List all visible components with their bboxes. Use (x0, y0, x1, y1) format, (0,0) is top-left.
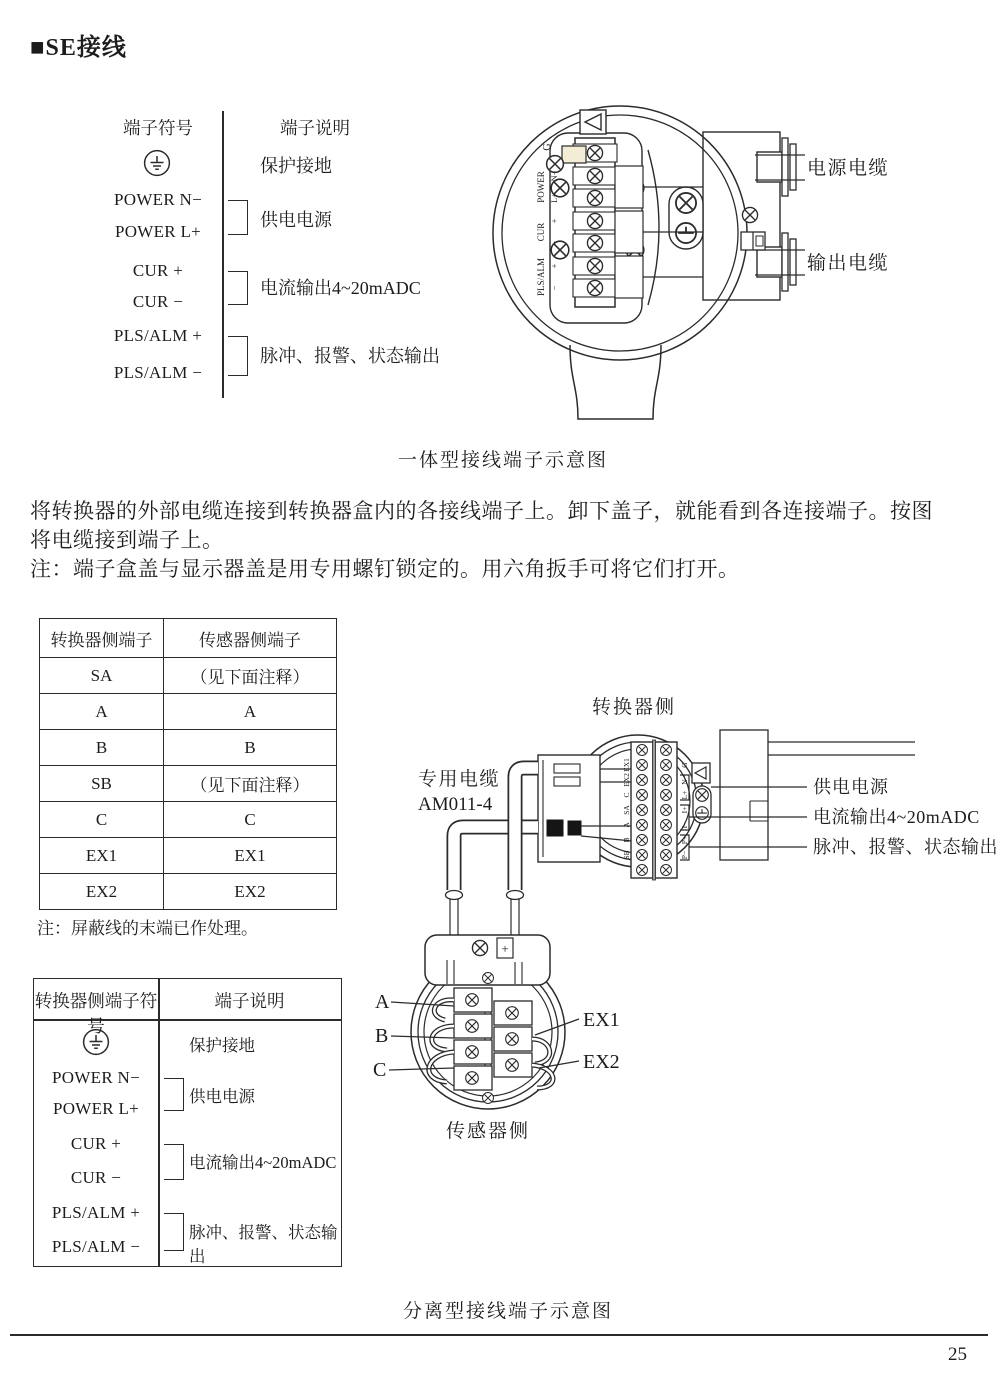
sensor-label: EX1 (583, 1009, 620, 1031)
paragraph-line: 将电缆接到端子上。 (30, 528, 224, 552)
body-paragraph (30, 497, 975, 584)
fig1-terminal-label: PLS/ALM − (113, 363, 203, 382)
sensor-side-title: 传感器侧 (445, 1121, 531, 1142)
strip-top-label: G (542, 143, 553, 151)
fig1-neck (570, 345, 661, 419)
converter-pin-label: SB (622, 850, 631, 860)
strip-pin-label: − (549, 240, 559, 246)
pair-bracket (228, 271, 248, 305)
triangle-marker-icon (580, 110, 606, 134)
tt-desc: 保护接地 (189, 1036, 255, 1055)
converter-pin-label: SA (622, 805, 631, 815)
fig1-center-screws (669, 187, 703, 249)
converter-pin-label: L+ (680, 790, 689, 800)
converter-pin-label: EX1 (622, 758, 631, 772)
pair-bracket (164, 1144, 184, 1180)
fig1-legend-divider (222, 111, 224, 398)
power-cable-label: 电源电缆 (807, 158, 890, 179)
map-cell: B (40, 730, 164, 766)
fig1-terminal-label: CUR + (132, 261, 184, 280)
map-cell: C (164, 802, 337, 838)
fig1-terminal-label: CUR − (132, 292, 184, 311)
mapping-table-note: 注：屏蔽线的末端已作处理。 (37, 919, 258, 938)
strip-pin-label: + (549, 263, 559, 269)
map-cell: （见下面注释） (164, 766, 337, 802)
fig1-desc: 保护接地 (260, 156, 332, 176)
map-cell: EX2 (40, 874, 164, 910)
map-cell: A (40, 694, 164, 730)
tt-desc: 供电电源 (189, 1087, 255, 1106)
fig1-terminal-label: POWER L+ (114, 222, 202, 241)
output-label: 电流输出4~20mADC (813, 807, 980, 827)
map-cell: C (40, 802, 164, 838)
ground-symbol-icon (142, 148, 172, 178)
tt-desc: 脉冲、报警、状态输出 (189, 1223, 338, 1266)
sensor-label: C (373, 1059, 387, 1081)
converter-pin-label: I+ (680, 806, 689, 814)
tt-desc-header: 端子说明 (214, 991, 285, 1011)
map-cell: EX1 (40, 838, 164, 874)
pair-bracket (228, 200, 248, 235)
fig1-side-housing (703, 132, 805, 300)
tt-terminal-label: POWER L+ (52, 1099, 140, 1118)
converter-pin-label: A (622, 822, 631, 828)
map-cell: SB (40, 766, 164, 802)
strip-group-label: PLS/ALM (536, 257, 546, 297)
converter-pin-label: P− (680, 850, 689, 860)
sensor-terminal-block (454, 973, 532, 1104)
output-cable-label: 输出电缆 (807, 253, 890, 274)
strip-pin-label: + (549, 218, 559, 224)
pair-bracket (164, 1078, 184, 1111)
map-cell: EX1 (164, 838, 337, 874)
pair-bracket (164, 1213, 184, 1251)
map-cell: B (164, 730, 337, 766)
fig2-separated-diagram (355, 690, 998, 1150)
sensor-label: B (375, 1025, 389, 1047)
fig1-symbol-header: 端子符号 (123, 118, 193, 138)
fig1-integrated-diagram (455, 95, 998, 430)
tt-terminal-label: CUR + (70, 1134, 122, 1153)
map-cell: A (164, 694, 337, 730)
strip-pin-label: − (549, 285, 559, 291)
page-title: ■SE接线 (30, 35, 127, 61)
tt-terminal-label: PLS/ALM + (51, 1203, 141, 1222)
tt-terminal-label: POWER N− (51, 1068, 140, 1087)
fig1-desc: 电流输出4~20mADC (260, 278, 421, 298)
strip-pin-label: L+ (549, 193, 559, 203)
footer-rule (10, 1334, 988, 1336)
converter-terminal-strips (631, 740, 677, 880)
map-cell: SA (40, 658, 164, 694)
cable-gland (757, 152, 782, 182)
tt-symbol-header: 转换器侧端子符号 (34, 991, 158, 1036)
converter-side-title: 转换器侧 (591, 697, 677, 718)
sensor-label: A (375, 991, 390, 1013)
cable-gland (757, 247, 782, 277)
fig1-terminal-label: PLS/ALM + (113, 326, 203, 345)
dedicated-cable-label: 专用电缆 (418, 769, 501, 790)
ground-symbol-icon (81, 1027, 111, 1057)
dedicated-cable-connector (538, 755, 632, 862)
output-label: 供电电源 (813, 777, 889, 797)
map-col-header: 传感器侧端子 (164, 619, 337, 658)
strip-pin-label: N− (549, 170, 559, 182)
tt-terminal-label: CUR − (70, 1168, 122, 1187)
dedicated-cable-model: AM011-4 (418, 794, 493, 815)
terminal-mapping-table (39, 618, 337, 910)
ground-terminal-plate (562, 146, 586, 163)
converter-terminal-table (33, 978, 342, 1267)
fig1-desc: 供电电源 (260, 210, 332, 230)
converter-pin-label: C (622, 792, 631, 798)
strip-group-label: CUR (536, 222, 546, 242)
triangle-marker-icon (692, 763, 710, 783)
strip-group-label: POWER (536, 171, 546, 203)
map-col-header: 转换器侧端子 (40, 619, 164, 658)
fig1-terminal-label: POWER N− (113, 190, 202, 209)
converter-pin-label: P+ (680, 835, 689, 845)
converter-pin-label: I− (680, 821, 689, 829)
map-cell: EX2 (164, 874, 337, 910)
sensor-label: EX2 (583, 1051, 620, 1073)
fig2-caption: 分离型接线端子示意图 (403, 1301, 614, 1322)
fig1-desc: 脉冲、报警、状态输出 (260, 346, 440, 366)
tt-desc: 电流输出4~20mADC (189, 1153, 337, 1172)
paragraph-line: 将转换器的外部电缆连接到转换器盒内的各接线端子上。卸下盖子，就能看到各连接端子。按图 (30, 499, 933, 523)
converter-pin-label: B (622, 837, 631, 843)
map-cell: （见下面注释） (164, 658, 337, 694)
converter-pin-label: EX2 (622, 773, 631, 787)
pair-bracket (228, 336, 248, 376)
fig1-caption: 一体型接线端子示意图 (398, 450, 609, 471)
tt-terminal-label: PLS/ALM − (51, 1237, 141, 1256)
plus-mark: + (501, 941, 509, 956)
converter-pin-label: G (680, 762, 689, 768)
converter-pin-label: N− (680, 775, 689, 785)
page-number: 25 (948, 1344, 967, 1365)
paragraph-note: 注：端子盒盖与显示器盖是用专用螺钉锁定的。用六角扳手可将它们打开。 (30, 557, 740, 581)
fig1-desc-header: 端子说明 (280, 118, 350, 138)
output-label: 脉冲、报警、状态输出 (813, 837, 998, 857)
